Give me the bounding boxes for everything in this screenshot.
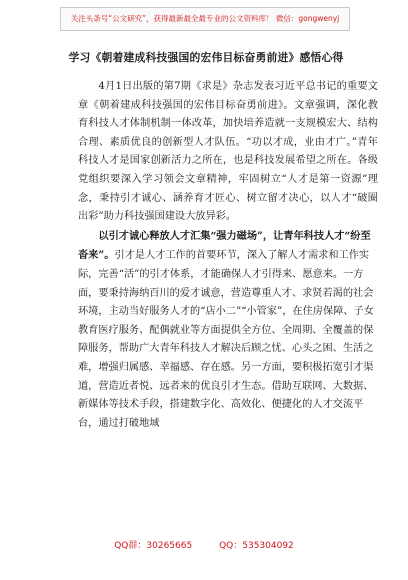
document-body — [78, 78, 378, 433]
paragraph-intro: 4月1日出版的第7期《求是》杂志发表习近平总书记的重要文章《朝着建成科技强国的宏伟目标奋勇前进》。文章强调，深化教育科技人才体制机制一体改革，加快培养造就一支规模宏大、结构合理、素质优良的创新型人才队伍。“功以才成，业由才广。”青年科技人才是国家创新活力之所在，也是科技发展希望之所在。各级党组织要深入学习领会文章精神，牢固树立“人才是第一资源”理念，秉持引才诚心、涵养育才匠心、树立留才决心，以人才“破圈出彩”助力科技强国建设大放异彩。 — [78, 81, 378, 223]
section-heading: 以引才诚心释放人才汇集“强力磁场”，让青年科技人才“纷至沓来”。 — [78, 229, 371, 262]
section-paragraph — [78, 227, 378, 434]
header-banner: 关注头条号“公文研究”，获得最新最全最专业的公文资料库！ 微信：gongwenyj — [60, 7, 350, 31]
document-title: 学习《朝着建成科技强国的宏伟目标奋勇前进》感悟心得 — [68, 51, 344, 64]
footer-qq-group: QQ群：30265665 — [114, 541, 193, 551]
section-body: 引才是人才工作的首要环节，深入了解人才需求和工作实际，完善“活”的引才体系，才能确保人才引得来、愿意来。一方面，要秉持海纳百川的爱才诚意，营造尊重人才、求贤若渴的社会环境，主动当好服务人才的“店小二”“小管家”，在住房保障、子女教育医疗服务、配偶就业等方面提供全方位、全周期、全覆盖的保障服务，帮助广大青年科技人才解决后顾之忧、心头之困、生活之难，增强归属感、幸福感、存在感。另一方面，要积极拓宽引才渠道，营造近者悦、远者来的优良引才生态。借助互联网、大数据、新媒体等技术手段，搭建数字化、高效化、便捷化的人才交流平台，通过打破地域 — [78, 250, 374, 429]
footer-qq: QQ：535304092 — [219, 541, 294, 551]
footer-contact — [0, 538, 408, 551]
